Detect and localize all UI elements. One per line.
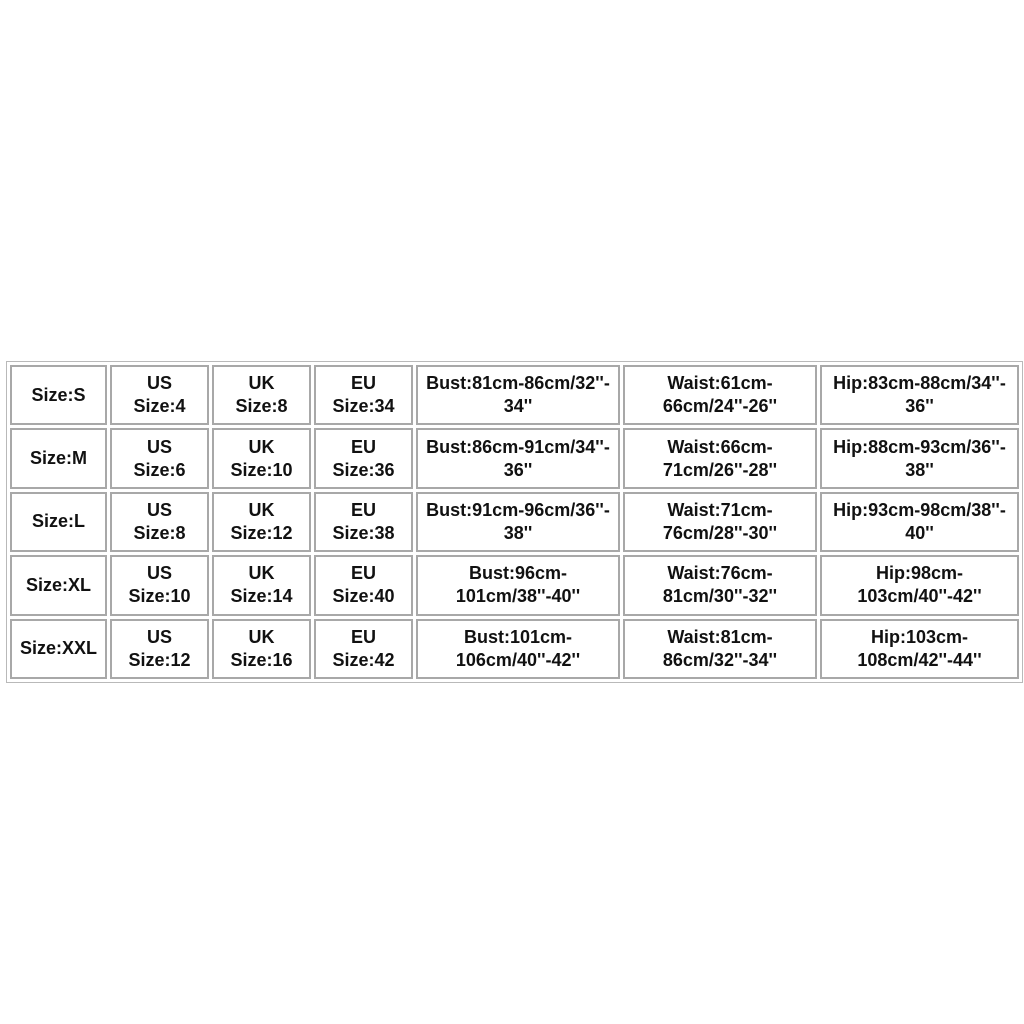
hip-cell: Hip:88cm-93cm/36''- 38'' bbox=[820, 428, 1019, 488]
hip-cell: Hip:93cm-98cm/38''- 40'' bbox=[820, 492, 1019, 552]
waist-cell: Waist:61cm- 66cm/24''-26'' bbox=[623, 365, 817, 425]
table-row bbox=[10, 492, 1019, 552]
eu-size-cell: EU Size:38 bbox=[314, 492, 413, 552]
hip-cell: Hip:103cm- 108cm/42''-44'' bbox=[820, 619, 1019, 679]
waist-cell: Waist:66cm- 71cm/26''-28'' bbox=[623, 428, 817, 488]
uk-size-cell: UK Size:10 bbox=[212, 428, 311, 488]
eu-size-cell: EU Size:40 bbox=[314, 555, 413, 615]
table-row bbox=[10, 555, 1019, 615]
size-cell: Size:M bbox=[10, 428, 107, 488]
uk-size-cell: UK Size:16 bbox=[212, 619, 311, 679]
bust-cell: Bust:91cm-96cm/36''- 38'' bbox=[416, 492, 620, 552]
bust-cell: Bust:81cm-86cm/32''- 34'' bbox=[416, 365, 620, 425]
us-size-cell: US Size:4 bbox=[110, 365, 209, 425]
size-cell: Size:L bbox=[10, 492, 107, 552]
table-row bbox=[10, 365, 1019, 425]
uk-size-cell: UK Size:12 bbox=[212, 492, 311, 552]
table-row bbox=[10, 619, 1019, 679]
waist-cell: Waist:81cm- 86cm/32''-34'' bbox=[623, 619, 817, 679]
eu-size-cell: EU Size:34 bbox=[314, 365, 413, 425]
size-cell: Size:XXL bbox=[10, 619, 107, 679]
hip-cell: Hip:98cm- 103cm/40''-42'' bbox=[820, 555, 1019, 615]
uk-size-cell: UK Size:8 bbox=[212, 365, 311, 425]
waist-cell: Waist:71cm- 76cm/28''-30'' bbox=[623, 492, 817, 552]
eu-size-cell: EU Size:42 bbox=[314, 619, 413, 679]
bust-cell: Bust:101cm- 106cm/40''-42'' bbox=[416, 619, 620, 679]
bust-cell: Bust:86cm-91cm/34''- 36'' bbox=[416, 428, 620, 488]
uk-size-cell: UK Size:14 bbox=[212, 555, 311, 615]
us-size-cell: US Size:10 bbox=[110, 555, 209, 615]
bust-cell: Bust:96cm- 101cm/38''-40'' bbox=[416, 555, 620, 615]
eu-size-cell: EU Size:36 bbox=[314, 428, 413, 488]
table-row bbox=[10, 428, 1019, 488]
waist-cell: Waist:76cm- 81cm/30''-32'' bbox=[623, 555, 817, 615]
size-cell: Size:S bbox=[10, 365, 107, 425]
us-size-cell: US Size:8 bbox=[110, 492, 209, 552]
us-size-cell: US Size:12 bbox=[110, 619, 209, 679]
us-size-cell: US Size:6 bbox=[110, 428, 209, 488]
size-cell: Size:XL bbox=[10, 555, 107, 615]
hip-cell: Hip:83cm-88cm/34''- 36'' bbox=[820, 365, 1019, 425]
size-chart-table bbox=[6, 361, 1023, 683]
